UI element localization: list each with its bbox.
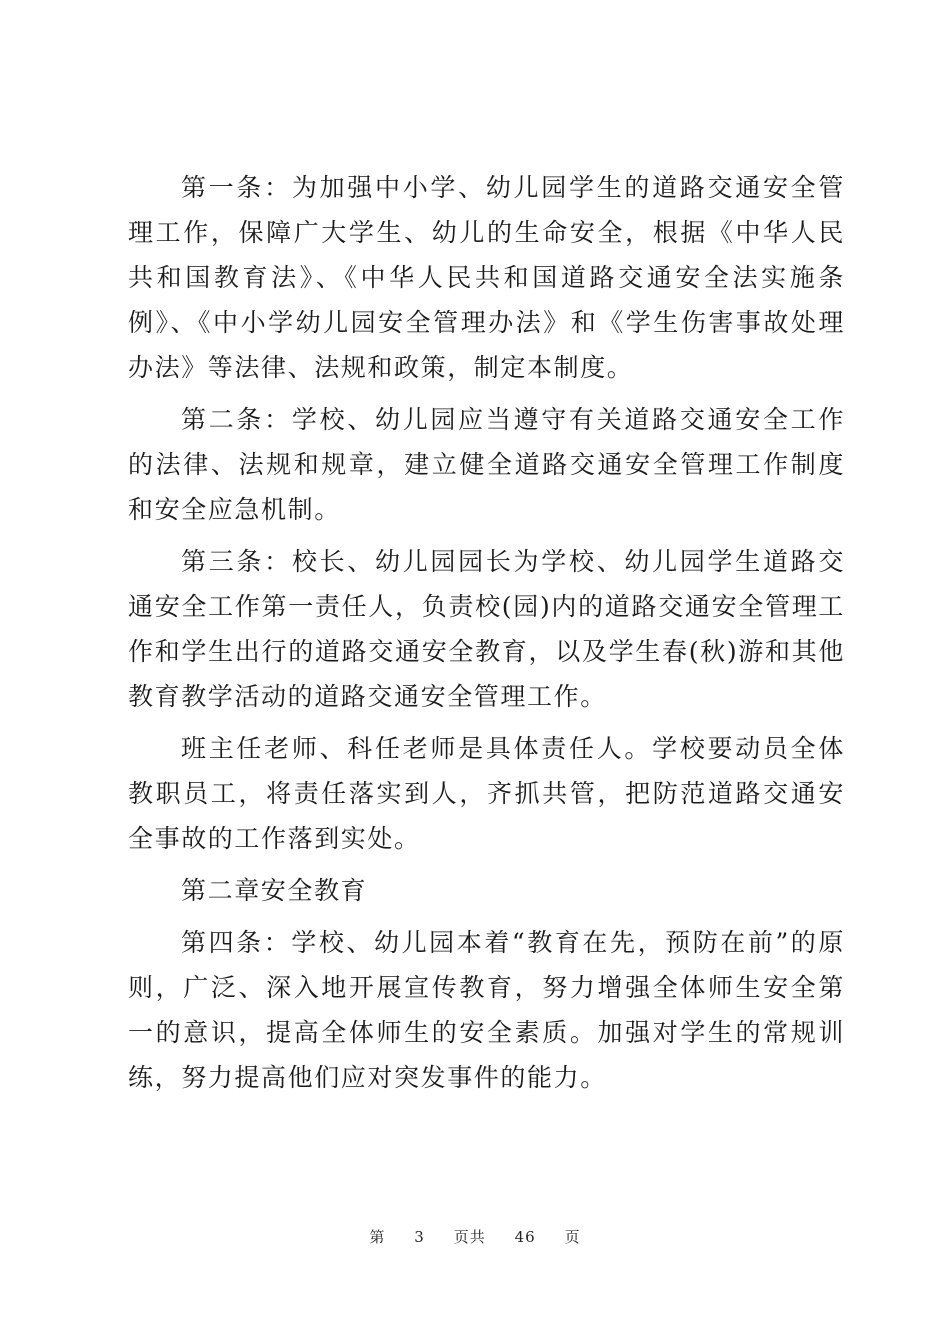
paragraph-article-1: 第一条：为加强中小学、幼儿园学生的道路交通安全管理工作，保障广大学生、幼儿的生命安全，根据《中华人民共和国教育法》、《中华人民共和国道路交通安全法实施条例》、《中小学幼儿园安全管理办法》和《学生伤害事故处理办法》等法律、法规和政策，制定本制度。 bbox=[128, 173, 845, 382]
footer-suffix: 页 bbox=[564, 1228, 581, 1246]
paragraph-responsibility: 班主任老师、科任老师是具体责任人。学校要动员全体教职员工，将责任落实到人，齐抓共管，把防范道路交通安全事故的工作落到实处。 bbox=[128, 734, 845, 853]
document-body bbox=[128, 165, 845, 1100]
footer-middle: 页共 bbox=[453, 1228, 486, 1246]
chapter-heading: 第二章安全教育 bbox=[181, 876, 368, 905]
paragraph-article-2: 第二条：学校、幼儿园应当遵守有关道路交通安全工作的法律、法规和规章，建立健全道路交通安全管理工作制度和安全应急机制。 bbox=[128, 405, 845, 524]
footer-total-pages: 46 bbox=[514, 1228, 536, 1246]
paragraph-article-4: 第四条：学校、幼儿园本着“教育在先，预防在前”的原则，广泛、深入地开展宣传教育，努力增强全体师生安全第一的意识，提高全体师生的安全素质。加强对学生的常规训练，努力提高他们应对突发事件的能力。 bbox=[128, 928, 845, 1092]
footer-page-number: 3 bbox=[414, 1228, 425, 1246]
page-footer bbox=[0, 1226, 950, 1247]
paragraph-article-3: 第三条：校长、幼儿园园长为学校、幼儿园学生道路交通安全工作第一责任人，负责校(园)内的道路交通安全管理工作和学生出行的道路交通安全教育，以及学生春(秋)游和其他教育教学活动的道路交通安全管理工作。 bbox=[128, 547, 845, 711]
footer-prefix: 第 bbox=[369, 1228, 386, 1246]
